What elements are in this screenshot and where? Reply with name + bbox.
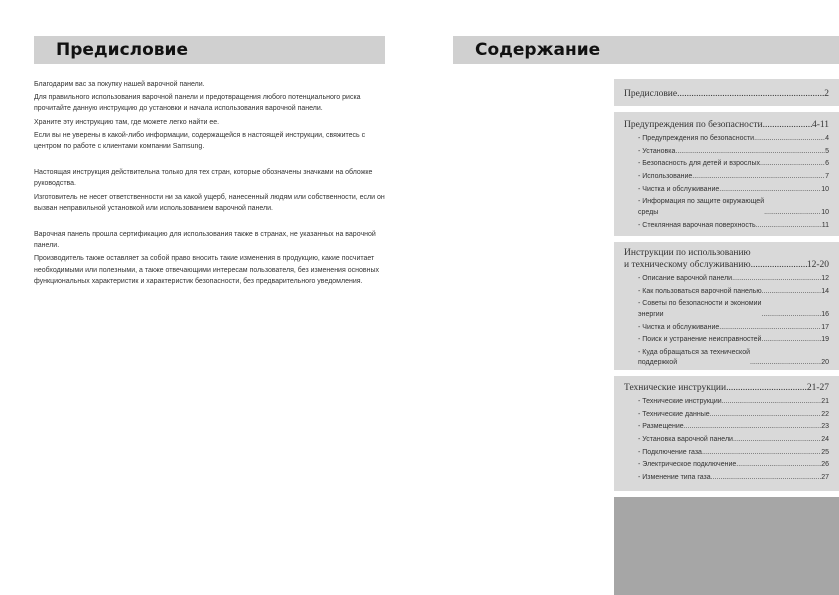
preface-paragraph: Храните эту инструкцию там, где можете легко найти ее. xyxy=(34,118,220,126)
toc-section-usage xyxy=(614,242,839,370)
toc-item-page: 25 xyxy=(821,448,829,456)
preface-body xyxy=(34,79,394,289)
toc-section-heading[interactable] xyxy=(624,247,829,271)
toc-item[interactable] xyxy=(638,435,829,446)
toc-item-label: - Информация по защите окружающей среды xyxy=(638,198,765,216)
toc-item-label: - Стеклянная варочная поверхность xyxy=(638,221,756,229)
toc-leader-dots xyxy=(684,422,822,433)
toc-item-list xyxy=(624,397,829,484)
toc-item-label: - Размещение xyxy=(638,423,684,431)
toc-leader-dots xyxy=(710,410,822,421)
toc-leader-dots xyxy=(733,435,821,446)
right-page-title: Содержание xyxy=(453,36,839,64)
preface-paragraph: Если вы не уверены в какой-либо информации, содержащейся в настоящей инструкции, свяжитесь с центром по работе с клиентами компании Samsung. xyxy=(34,131,366,151)
toc-item-label: - Технические данные xyxy=(638,410,710,418)
toc-item-page: 11 xyxy=(821,221,829,229)
toc-decorative-block xyxy=(614,497,839,595)
toc-leader-dots xyxy=(756,221,822,232)
preface-paragraph: Для правильного использования варочной панели и предотвращения любого потенциального риска прочитайте данную инструкцию до установки и начала использования варочной панели. xyxy=(34,94,361,113)
toc-leader-dots xyxy=(677,88,824,100)
toc-item[interactable] xyxy=(638,422,829,433)
toc-leader-dots xyxy=(760,159,825,170)
toc-item-label: - Установка xyxy=(638,147,676,155)
left-page-title: Предисловие xyxy=(34,36,385,64)
preface-paragraph: Настоящая инструкция действительна только для тех стран, которые обозначены значками на обложке руководства. xyxy=(34,169,373,188)
toc-leader-dots xyxy=(761,310,821,321)
toc-item-label: - Чистка и обслуживание xyxy=(638,185,720,193)
toc-item-label: - Установка варочной панели xyxy=(638,436,733,444)
toc-item-page: 26 xyxy=(821,461,829,469)
toc-item-list xyxy=(624,274,829,369)
toc-item-label: - Поиск и устранение неисправностей xyxy=(638,336,762,344)
toc-item-page: 24 xyxy=(821,436,829,444)
toc-item-label: - Куда обращаться за технической поддержкой xyxy=(638,348,750,367)
toc-leader-dots xyxy=(754,134,825,145)
toc-item-label: - Предупреждения по безопасности xyxy=(638,135,755,142)
toc-leader-dots xyxy=(750,358,821,369)
toc-leader-dots xyxy=(732,274,821,285)
toc-item-label: - Советы по безопасности и экономии энергии xyxy=(638,300,762,318)
toc-item-page: 7 xyxy=(825,173,829,181)
toc-item-page: 22 xyxy=(821,410,829,418)
toc-section-page: 12-20 xyxy=(806,260,829,270)
toc-section-page: 2 xyxy=(824,89,829,99)
toc-section-technical xyxy=(614,376,839,491)
toc-item-list xyxy=(624,134,829,231)
toc-item[interactable] xyxy=(638,323,829,334)
toc-item-page: 12 xyxy=(821,275,829,282)
toc-item-page: 23 xyxy=(821,423,829,431)
toc-leader-dots xyxy=(726,382,807,394)
toc-item[interactable] xyxy=(638,274,829,285)
toc-leader-dots xyxy=(702,448,821,459)
toc-item-label: - Чистка и обслуживание xyxy=(638,323,720,331)
toc-item-page: 20 xyxy=(821,359,829,367)
toc-section-heading[interactable] xyxy=(624,382,829,394)
toc-section-title: Технические инструкции xyxy=(624,383,727,393)
toc-item-page: 14 xyxy=(821,287,829,295)
toc-item[interactable] xyxy=(638,299,829,320)
toc-item-label: - Как пользоваться варочной панелью xyxy=(638,287,762,295)
toc-leader-dots xyxy=(719,323,821,334)
toc-item-page: 16 xyxy=(821,310,829,318)
toc-leader-dots xyxy=(761,335,821,346)
toc-item-page: 19 xyxy=(821,336,829,344)
toc-leader-dots xyxy=(736,460,821,471)
toc-leader-dots xyxy=(764,208,821,219)
toc-section-page: 21-27 xyxy=(806,383,829,393)
toc-section-preface xyxy=(614,79,839,106)
toc-item[interactable] xyxy=(638,159,829,170)
toc-leader-dots xyxy=(692,172,825,183)
toc-section-heading[interactable] xyxy=(624,88,829,100)
toc-item-label: - Изменение типа газа xyxy=(638,474,711,482)
preface-paragraph: Варочная панель прошла сертификацию для использования также в странах, не указанных на варочной панели. xyxy=(34,231,376,250)
toc-item[interactable] xyxy=(638,172,829,183)
toc-item[interactable] xyxy=(638,348,829,369)
toc-item-label: - Подключение газа xyxy=(638,448,702,456)
toc-item-label: - Безопасность для детей и взрослых xyxy=(638,160,761,168)
toc-item-label: - Описание варочной панели xyxy=(638,275,733,282)
toc-item[interactable] xyxy=(638,448,829,459)
preface-paragraph: Благодарим вас за покупку нашей варочной панели. xyxy=(34,81,205,88)
toc-item[interactable] xyxy=(638,287,829,298)
toc-section-page: 4-11 xyxy=(811,120,829,130)
toc-item[interactable] xyxy=(638,460,829,471)
toc-item[interactable] xyxy=(638,335,829,346)
toc-item[interactable] xyxy=(638,197,829,218)
toc-leader-dots xyxy=(763,119,812,131)
toc-item-page: 4 xyxy=(825,135,829,142)
toc-leader-dots xyxy=(719,185,821,196)
toc-item-page: 27 xyxy=(821,474,829,482)
toc-item-page: 17 xyxy=(821,323,829,331)
toc-leader-dots xyxy=(762,287,822,298)
toc-item-page: 21 xyxy=(821,398,829,405)
toc-item[interactable] xyxy=(638,185,829,196)
toc-section-heading[interactable] xyxy=(624,119,829,131)
toc-item-label: - Электрическое подключение xyxy=(638,461,737,469)
toc-item-label: - Технические инструкции xyxy=(638,398,722,405)
toc-leader-dots xyxy=(711,473,822,484)
toc-item[interactable] xyxy=(638,134,829,145)
toc-item[interactable] xyxy=(638,410,829,421)
toc-item-page: 5 xyxy=(825,147,829,155)
preface-paragraph: Изготовитель не несет ответственности ни за какой ущерб, нанесенный людям или собственности, если он вызван неправильной установкой или использованием варочной панели. xyxy=(34,193,385,212)
preface-paragraph: Производитель также оставляет за собой право вносить такие изменения в продукцию, какие посчитает необходимыми или полезными, а также отвечающими интересам пользователя, без изменения основных функциональных характеристик и характеристик безопасности, без предварительного уведомления. xyxy=(34,255,379,285)
toc-item[interactable] xyxy=(638,221,829,232)
toc-item-label: - Использование xyxy=(638,173,693,181)
toc-leader-dots xyxy=(722,397,821,408)
toc-item[interactable] xyxy=(638,397,829,408)
toc-section-title: Инструкции по использованию и техническому обслуживанию xyxy=(624,248,751,270)
toc-item[interactable] xyxy=(638,147,829,158)
toc-leader-dots xyxy=(675,147,825,158)
toc-section-title: Предупреждения по безопасности xyxy=(624,120,763,130)
toc-item[interactable] xyxy=(638,473,829,484)
toc-item-page: 6 xyxy=(825,160,829,168)
toc-item-page: 10 xyxy=(821,185,829,193)
toc-item-page: 10 xyxy=(821,208,829,216)
toc-section-safety xyxy=(614,112,839,236)
toc-section-title: Предисловие xyxy=(624,89,678,99)
toc-leader-dots xyxy=(751,259,807,271)
